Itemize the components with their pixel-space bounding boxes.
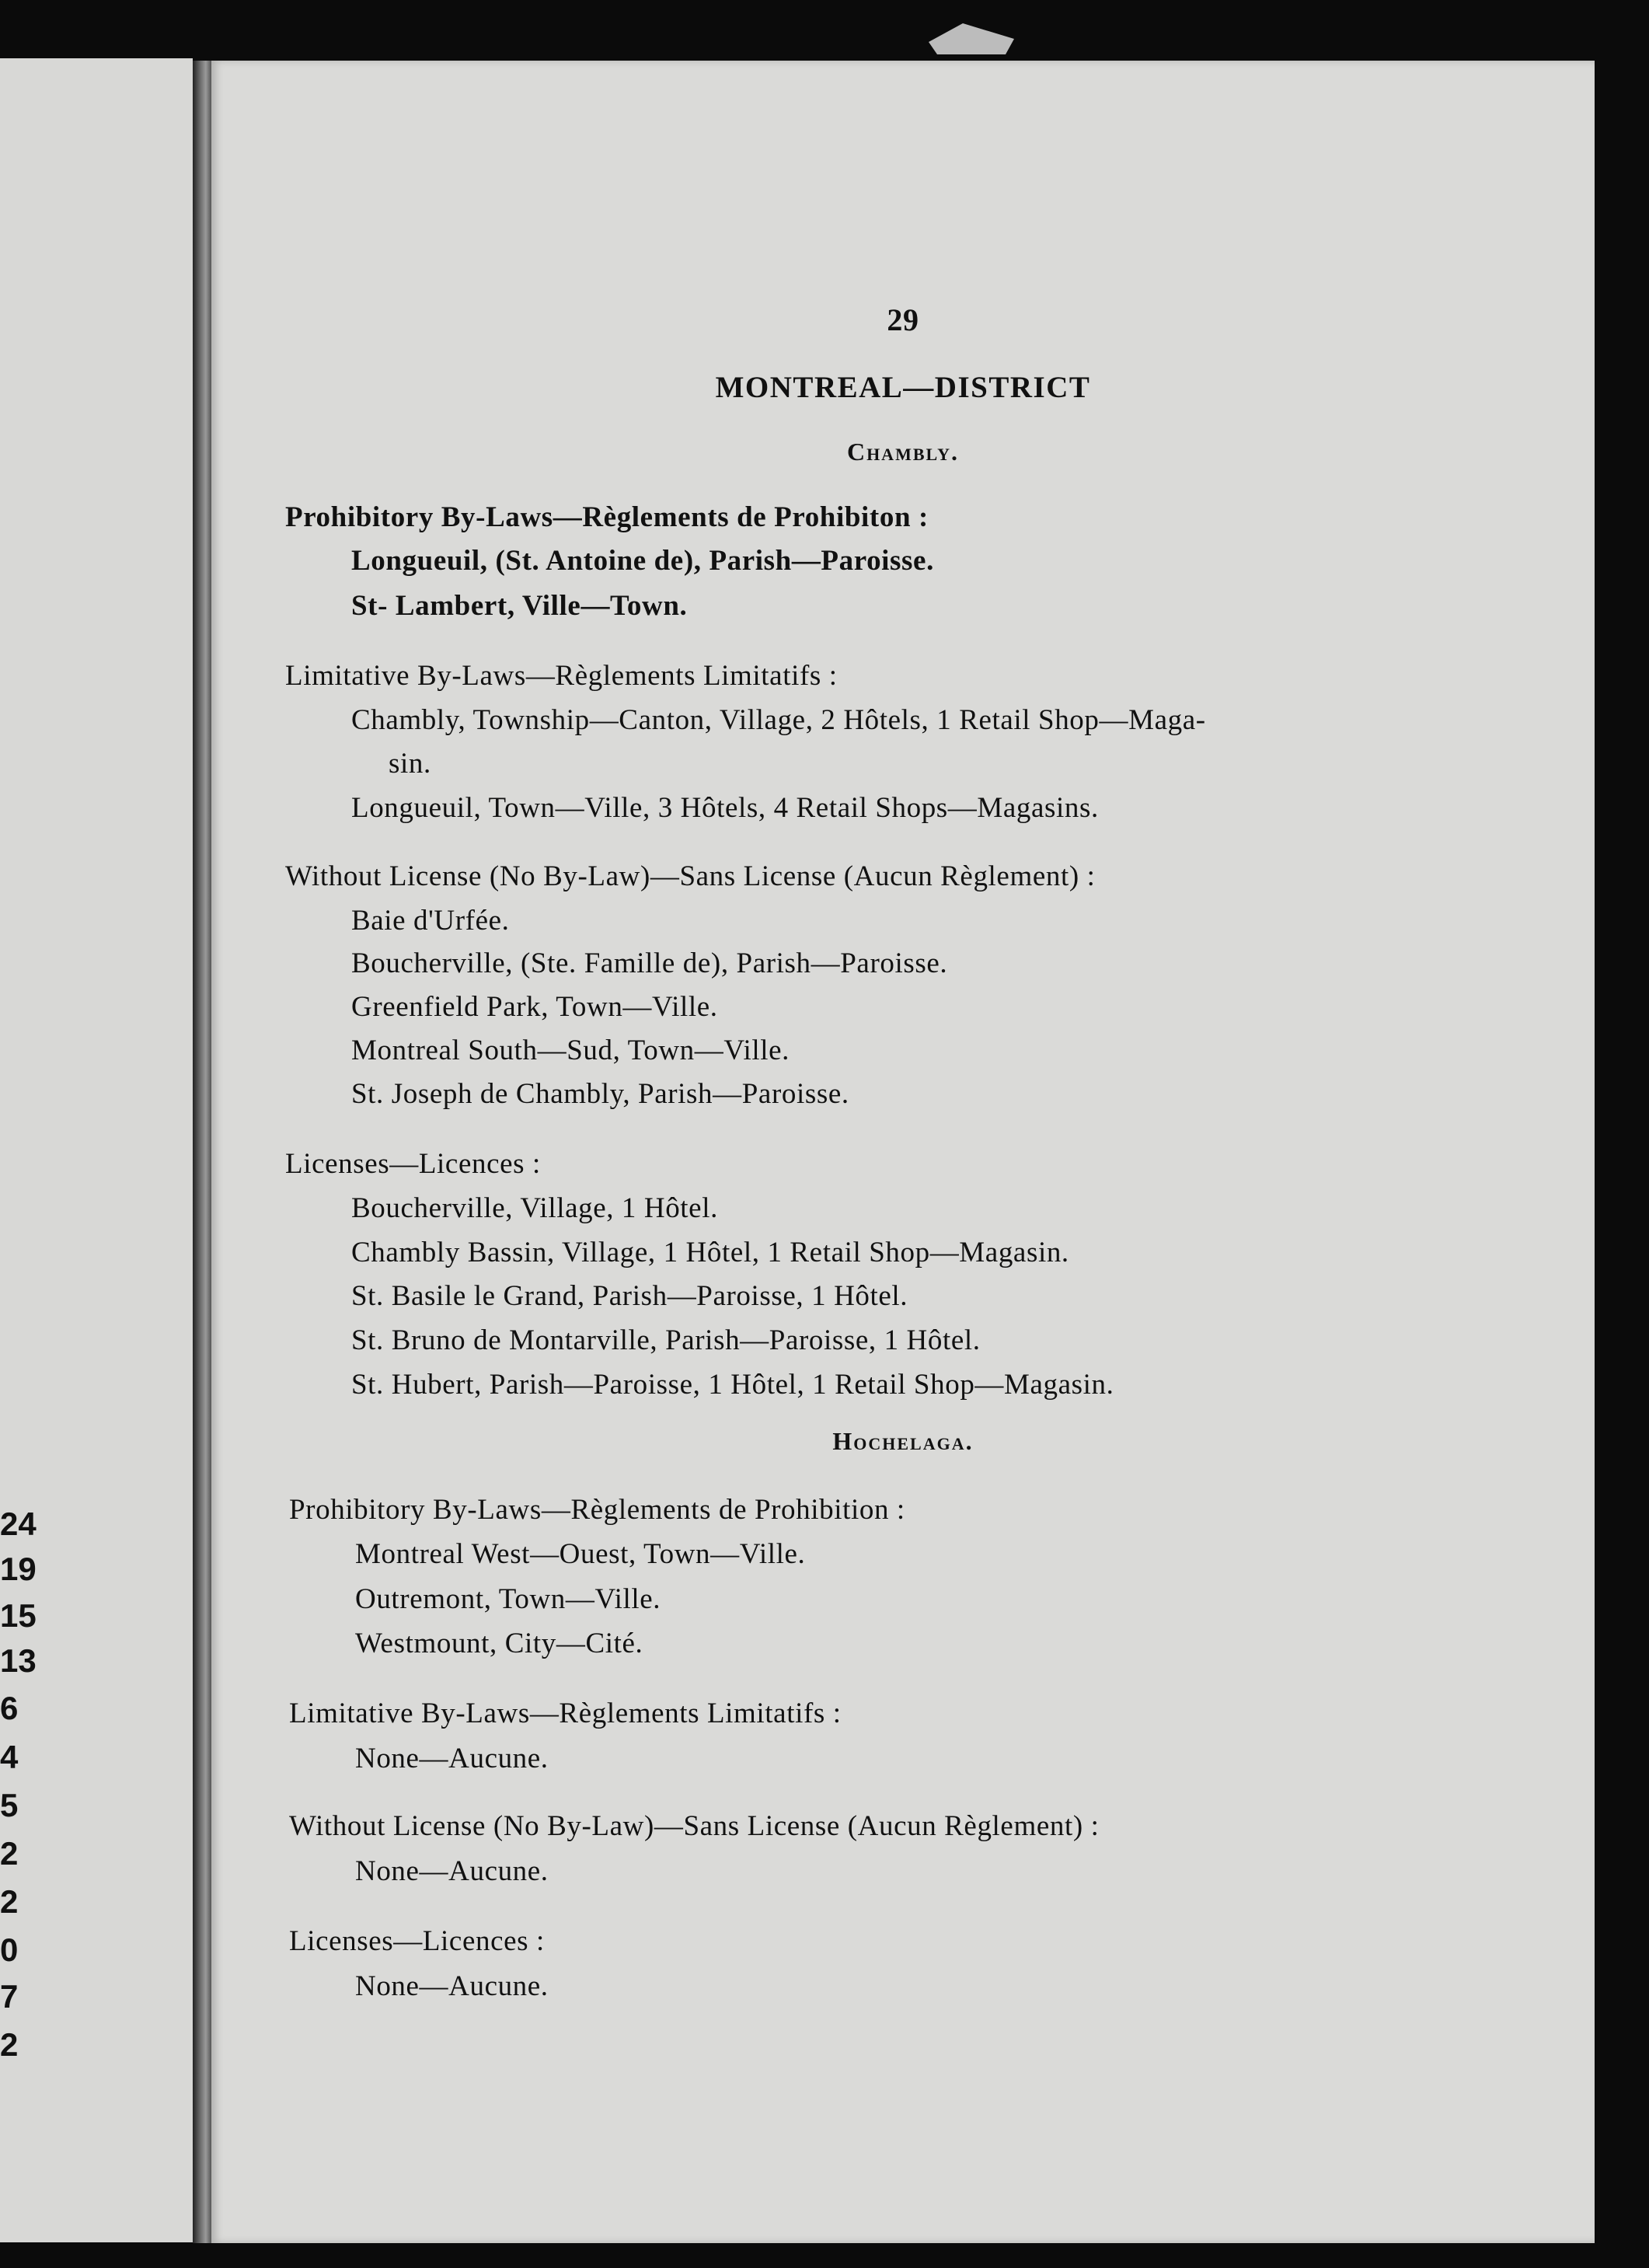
page-scrap bbox=[929, 23, 1014, 54]
district-heading: Hochelaga. bbox=[832, 1427, 974, 1455]
page-title: MONTREAL—DISTRICT bbox=[715, 371, 1091, 404]
section-heading: Limitative By-Laws—Règlements Limitatifs : bbox=[289, 1698, 842, 1729]
list-item: Chambly, Township—Canton, Village, 2 Hôtels, 1 Retail Shop—Maga- bbox=[351, 704, 1206, 736]
district-heading: Chambly. bbox=[846, 438, 960, 466]
left-margin-number: 4 bbox=[0, 1739, 19, 1775]
list-item: St- Lambert, Ville—Town. bbox=[351, 590, 688, 622]
list-item: Greenfield Park, Town—Ville. bbox=[351, 991, 718, 1023]
section-heading: Prohibitory By-Laws—Règlements de Prohibiton : bbox=[285, 501, 929, 533]
section-heading: Prohibitory By-Laws—Règlements de Prohibition : bbox=[289, 1494, 905, 1526]
left-margin-number: 7 bbox=[0, 1978, 19, 2015]
list-item-continuation: sin. bbox=[389, 748, 431, 780]
page-number: 29 bbox=[887, 302, 919, 337]
list-item: Longueuil, (St. Antoine de), Parish—Paroisse. bbox=[351, 545, 934, 577]
left-margin-number: 13 bbox=[0, 1642, 37, 1679]
list-item: St. Hubert, Parish—Paroisse, 1 Hôtel, 1 Retail Shop—Magasin. bbox=[351, 1369, 1114, 1401]
section-heading: Limitative By-Laws—Règlements Limitatifs : bbox=[285, 660, 838, 692]
list-item: None—Aucune. bbox=[355, 1970, 549, 2002]
left-page-edge bbox=[0, 58, 193, 2242]
list-item: Chambly Bassin, Village, 1 Hôtel, 1 Retail Shop—Magasin. bbox=[351, 1237, 1069, 1268]
left-margin-number: 15 bbox=[0, 1597, 37, 1634]
list-item: Boucherville, Village, 1 Hôtel. bbox=[351, 1192, 718, 1224]
left-margin-number: 6 bbox=[0, 1690, 19, 1726]
list-item: St. Basile le Grand, Parish—Paroisse, 1 Hôtel. bbox=[351, 1280, 908, 1312]
list-item: Montreal West—Ouest, Town—Ville. bbox=[355, 1538, 806, 1570]
left-margin-number: 5 bbox=[0, 1787, 19, 1823]
list-item: St. Bruno de Montarville, Parish—Paroisse, 1 Hôtel. bbox=[351, 1324, 981, 1356]
left-margin-number: 2 bbox=[0, 2026, 19, 2063]
document-page bbox=[211, 61, 1595, 2243]
section-heading: Without License (No By-Law)—Sans License (Aucun Règlement) : bbox=[285, 860, 1096, 892]
left-margin-number: 2 bbox=[0, 1835, 19, 1872]
section-heading: Licenses—Licences : bbox=[285, 1148, 541, 1180]
left-margin-number: 19 bbox=[0, 1551, 37, 1587]
list-item: Westmount, City—Cité. bbox=[355, 1628, 643, 1659]
section-heading: Licenses—Licences : bbox=[289, 1925, 545, 1957]
left-margin-number: 2 bbox=[0, 1883, 19, 1920]
left-margin-number: 24 bbox=[0, 1506, 37, 1542]
list-item: Montreal South—Sud, Town—Ville. bbox=[351, 1035, 790, 1066]
book-spine bbox=[193, 61, 211, 2243]
left-margin-number: 0 bbox=[0, 1931, 19, 1968]
section-heading: Without License (No By-Law)—Sans License (Aucun Règlement) : bbox=[289, 1810, 1100, 1842]
list-item: St. Joseph de Chambly, Parish—Paroisse. bbox=[351, 1078, 849, 1110]
list-item: None—Aucune. bbox=[355, 1855, 549, 1887]
list-item: Baie d'Urfée. bbox=[351, 905, 510, 937]
list-item: Longueuil, Town—Ville, 3 Hôtels, 4 Retail Shops—Magasins. bbox=[351, 792, 1099, 824]
list-item: None—Aucune. bbox=[355, 1743, 549, 1774]
list-item: Boucherville, (Ste. Famille de), Parish—Paroisse. bbox=[351, 947, 948, 979]
list-item: Outremont, Town—Ville. bbox=[355, 1583, 661, 1615]
